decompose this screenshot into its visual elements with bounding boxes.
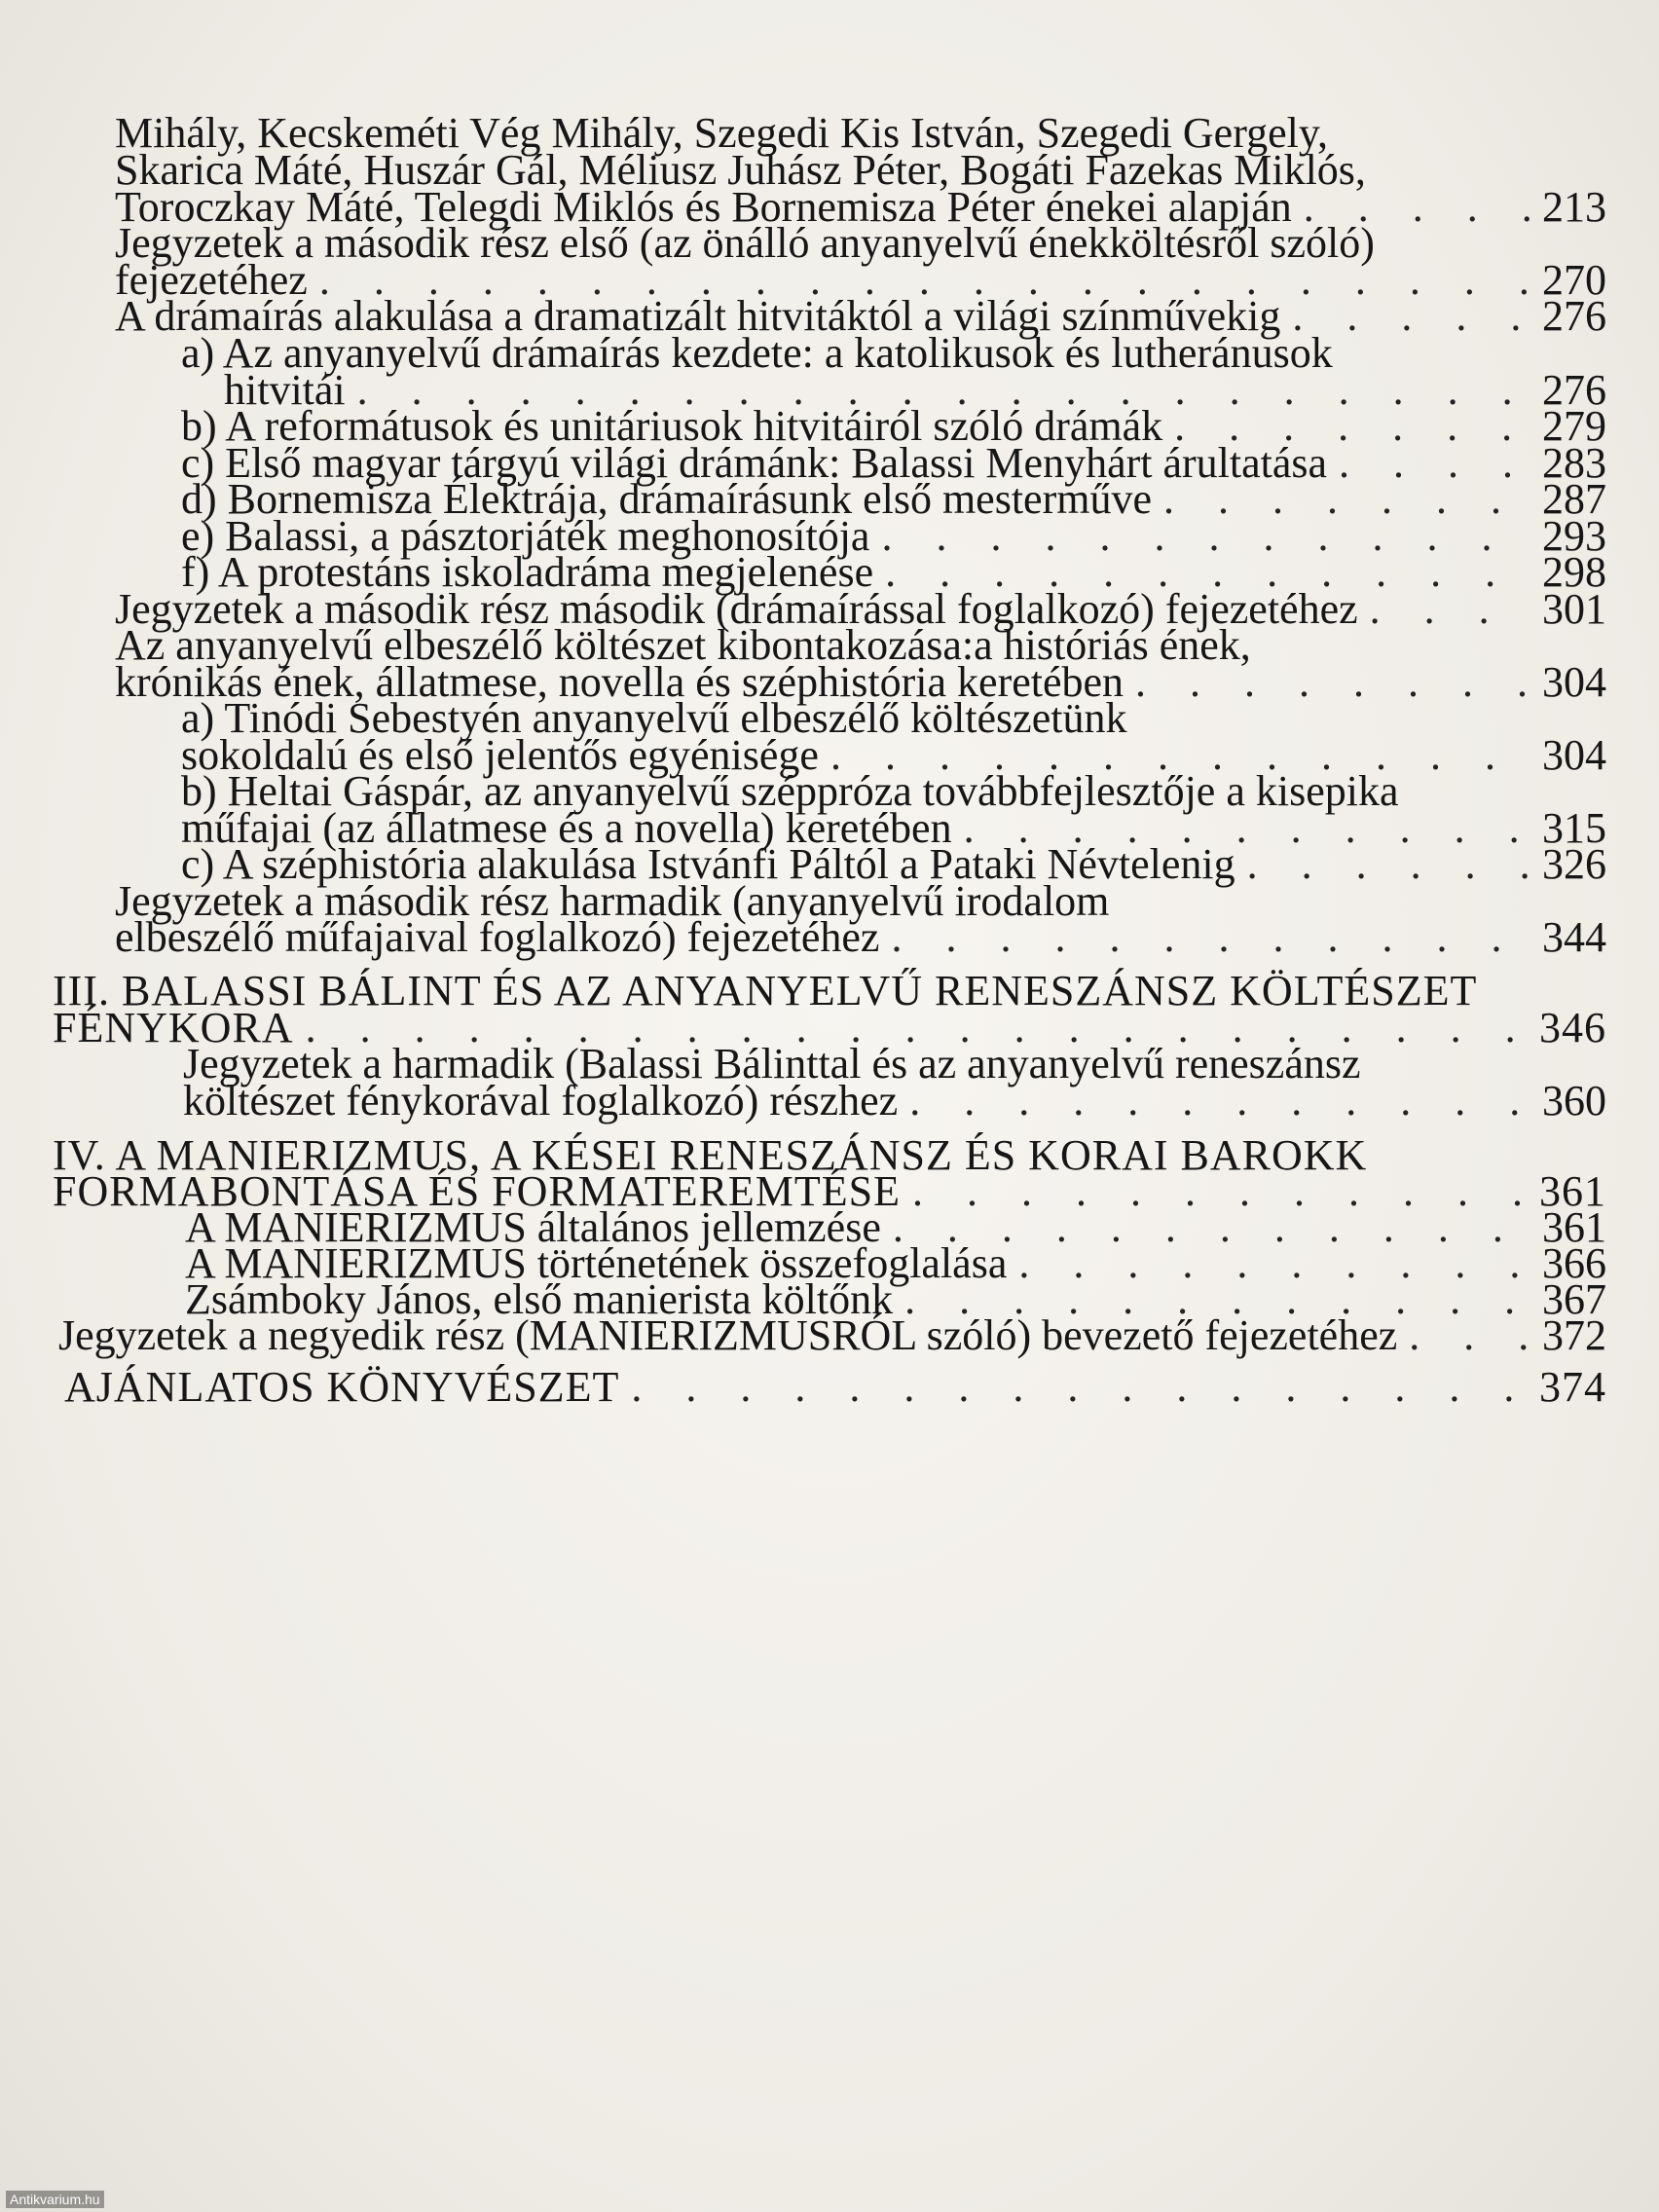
toc-entry-title: Zsámboky János, első manierista költőnk	[185, 1275, 894, 1323]
toc-page-number: 304	[1542, 731, 1606, 779]
toc-page-number: 366	[1542, 1239, 1606, 1287]
toc-text: Mihály, Kecskeméti Vég Mihály, Szegedi Kis István, Szegedi Gergely,	[115, 109, 1328, 157]
toc-entry-title: műfajai (az állatmese és a novella) keretében	[181, 804, 952, 852]
toc-page-number: 326	[1542, 840, 1606, 888]
toc-page-number: 367	[1542, 1275, 1606, 1323]
toc-text: Az anyanyelvű elbeszélő költészet kibontakozása:a históriás ének,	[115, 621, 1251, 669]
toc-text: Skarica Máté, Huszár Gál, Méliusz Juhász Péter, Bogáti Fazekas Miklós,	[115, 146, 1366, 194]
toc-page-number: 361	[1542, 1203, 1606, 1251]
toc-entry-title: AJÁNLATOS KÖNYVÉSZET	[64, 1363, 620, 1411]
toc-entry-title: e) Balassi, a pásztorjáték meghonosítója	[181, 512, 870, 560]
toc-text: Jegyzetek a harmadik (Balassi Bálinttal és az anyanyelvű reneszánsz	[183, 1040, 1361, 1088]
toc-entry-title: hitvitái	[224, 366, 346, 414]
leader-dots	[1409, 1311, 1534, 1360]
leader-dots	[631, 1363, 1531, 1412]
toc-text: Jegyzetek a második rész első (az önálló anyanyelvű énekköltésről szóló)	[115, 219, 1375, 267]
toc-entry	[115, 913, 1606, 962]
toc-entry-title: Jegyzetek a második rész második (drámaírással foglalkozó) fejezetéhez	[115, 585, 1358, 633]
toc-entry-title: költészet fénykorával foglalkozó) részhez	[183, 1077, 899, 1124]
toc-page-number: 213	[1542, 183, 1606, 231]
toc-text: a) Az anyanyelvű drámaírás kezdete: a katolikusok és lutheránusok	[181, 329, 1333, 377]
toc-page-number: 279	[1542, 402, 1606, 450]
toc-page-number: 315	[1542, 804, 1606, 852]
toc-entry-title: elbeszélő műfajaival foglalkozó) fejezetéhez	[115, 913, 880, 961]
toc-page-number: 344	[1542, 913, 1606, 961]
part-heading: IV. A MANIERIZMUS, A KÉSEI RENESZÁNSZ ÉS KORAI BAROKK	[53, 1131, 1368, 1179]
toc-page-number: 287	[1542, 475, 1606, 523]
leader-dots	[909, 1077, 1534, 1125]
toc-entry-title: A MANIERIZMUS történetének összefoglalása	[185, 1239, 1008, 1287]
toc-entry-title: sokoldalú és első jelentős egyénisége	[181, 731, 819, 779]
toc-entry-title: fejezetéhez	[115, 256, 308, 304]
toc-page-number: 298	[1542, 548, 1606, 596]
toc-page-number: 276	[1542, 366, 1606, 414]
toc-text: b) Heltai Gáspár, az anyanyelvű széppróza továbbfejlesztője a kisepika	[181, 767, 1399, 815]
toc-page-number: 276	[1542, 292, 1606, 340]
toc-entry-title: d) Bornemisza Élektrája, drámaírásunk első mesterműve	[181, 475, 1152, 523]
toc-entry	[58, 1311, 1606, 1360]
toc-entry-title: FORMABONTÁSA ÉS FORMATEREMTÉSE	[53, 1167, 902, 1215]
toc-text: a) Tinódi Sebestyén anyanyelvű elbeszélő költészetünk	[181, 694, 1127, 742]
toc-entry	[183, 1077, 1606, 1125]
toc-text: Jegyzetek a második rész harmadik (anyanyelvű irodalom	[115, 877, 1110, 925]
leader-dots	[891, 913, 1534, 962]
toc-entry-title: A drámaírás alakulása a dramatizált hitvitáktól a világi színművekig	[115, 292, 1281, 340]
toc-page-number: 361	[1539, 1167, 1606, 1215]
watermark: Antikvarium.hu	[6, 2191, 104, 2208]
toc-entry-title: Jegyzetek a negyedik rész (MANIERIZMUSRÓL szóló) bevezető fejezetéhez	[58, 1311, 1398, 1359]
toc-page-number: 283	[1542, 439, 1606, 487]
toc-page-number: 301	[1542, 585, 1606, 633]
toc-page-number: 270	[1542, 256, 1606, 304]
toc-entry-title: krónikás ének, állatmese, novella és széphistória keretében	[115, 658, 1124, 706]
toc-entry-title: f) A protestáns iskoladráma megjelenése	[181, 548, 874, 596]
toc-entry-title: c) Első magyar tárgyú világi drámánk: Balassi Menyhárt árultatása	[181, 439, 1328, 487]
toc-entry-title: A MANIERIZMUS általános jellemzése	[185, 1203, 881, 1251]
toc-page-number: 360	[1542, 1077, 1606, 1124]
toc-entry-title: FÉNYKORA	[53, 1004, 294, 1051]
part-heading: III. BALASSI BÁLINT ÉS AZ ANYANYELVŰ RENESZÁNSZ KÖLTÉSZET	[53, 967, 1478, 1014]
toc-page-number: 346	[1539, 1004, 1606, 1051]
toc-entry-title: b) A reformátusok és unitáriusok hitvitáiról szóló drámák	[181, 402, 1163, 450]
toc-page-number: 304	[1542, 658, 1606, 706]
toc-page-number: 374	[1539, 1363, 1606, 1411]
toc-page-number: 293	[1542, 512, 1606, 560]
toc-entry-title: Toroczkay Máté, Telegdi Miklós és Bornemisza Péter énekei alapján	[115, 183, 1292, 231]
toc-entry-title: c) A széphistória alakulása Istvánfi Páltól a Pataki Névtelenig	[181, 840, 1235, 888]
toc-entry	[64, 1363, 1606, 1412]
toc-page-number: 372	[1542, 1311, 1606, 1359]
